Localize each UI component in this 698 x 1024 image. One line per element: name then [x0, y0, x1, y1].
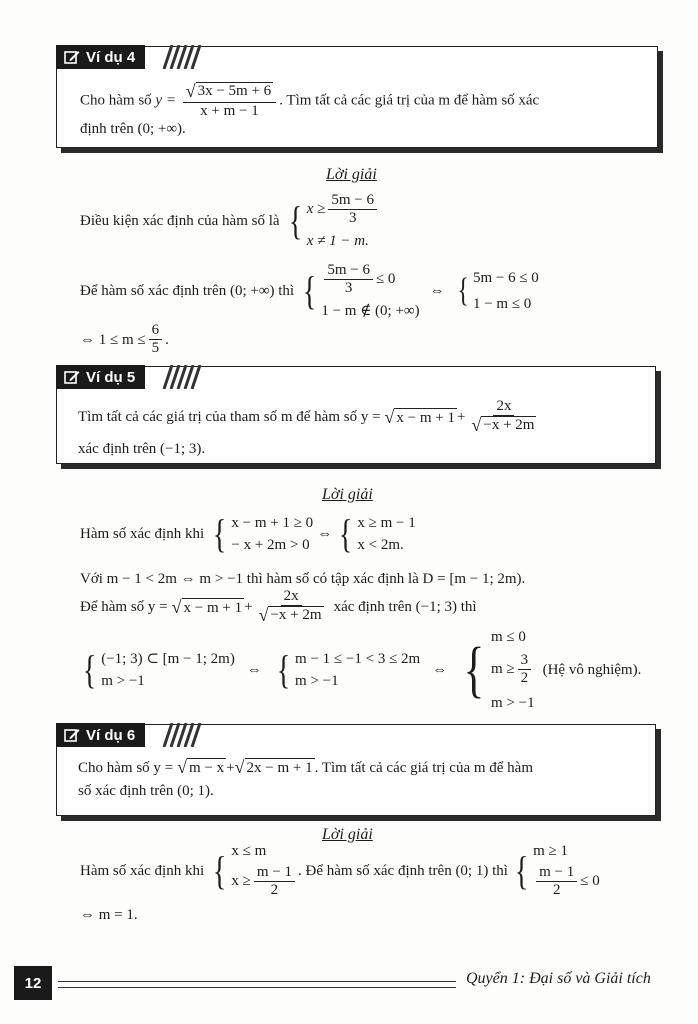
ex6-step2: ⇔ m = 1. [80, 907, 138, 923]
example-6-problem: Cho hàm số y = √ m − x + √ 2x − m + 1 . Tìm tất cả các giá trị của m để hàm [78, 757, 534, 777]
example-6-label: Ví dụ 6 [86, 726, 136, 744]
tag-stripes [160, 365, 202, 389]
ex5-step1: Hàm số xác định khi { x − m + 1 ≥ 0 − x + 2m > 0 ⇔ { x ≥ m − 1 x < 2m. [80, 511, 416, 556]
example-4-tag [56, 45, 145, 69]
ex5-step3: Để hàm số y = √ x − m + 1 + 2x √ −x + 2m xác định trên (−1; 3) thì [80, 588, 477, 626]
ex4-step3: ⇔ 1 ≤ m ≤ $\frac{6}{5}$ . [80, 322, 169, 357]
example-5-problem-line2: xác định trên (−1; 3). [78, 441, 206, 457]
ex6-step1: Hàm số xác định khi { x ≤ m x ≥ $\frac{m - 1}{2}$ . Để hàm số xác định trên (0; 1) thì { m ≥ 1 $\frac{m - 1}{2}$ ≤ 0 [80, 843, 600, 899]
example-5-problem: Tìm tất cả các giá trị của tham số m để hàm số y = √ x − m + 1 + 2x √ −x + 2m [78, 398, 535, 436]
tag-stripes [160, 723, 202, 747]
edit-icon [64, 49, 80, 65]
tag-stripes [160, 45, 202, 69]
solution-heading: Lời giải [326, 166, 377, 183]
example-6-problem-line2: số xác định trên (0; 1). [78, 783, 214, 799]
edit-icon [64, 369, 80, 385]
ex4-step1: Điều kiện xác định của hàm số là { x ≥ $\frac{5m - 6}{3}$ x ≠ 1 − m. [80, 192, 380, 250]
edit-icon [64, 727, 80, 743]
book-title: Quyển 1: Đại số và Giải tích [466, 970, 651, 987]
page-number: 12 [14, 966, 52, 1000]
ex4-step2: Để hàm số xác định trên (0; +∞) thì { $\frac{5m - 6}{3}$ ≤ 0 1 − m ∉ (0; +∞) ⇔ { 5m − 6 ≤ 0 1 − m ≤ 0 [80, 262, 539, 319]
example-5-label: Ví dụ 5 [86, 368, 136, 386]
ex5-step4: { (−1; 3) ⊂ [m − 1; 2m) m > −1 ⇔ { m − 1 ≤ −1 < 3 ≤ 2m m > −1 ⇔ { m ≤ 0 m ≥ $\frac{3}{2}$ m > −1 (Hệ vô nghiệm). [82, 629, 642, 711]
example-6-tag [56, 723, 145, 747]
example-4-problem: Cho hàm số y = √ 3x − 5m + 6 x + m − 1 . Tìm tất cả các giá trị của m để hàm số xác [80, 81, 540, 120]
example-4-problem-line2: định trên (0; +∞). [80, 121, 186, 137]
example-5-tag [56, 365, 145, 389]
solution-heading: Lời giải [322, 486, 373, 503]
solution-heading: Lời giải [322, 826, 373, 843]
footer-rule [58, 981, 456, 988]
example-4-label: Ví dụ 4 [86, 48, 136, 66]
ex5-step2: Với m − 1 < 2m ⇔ m > −1 thì hàm số có tập xác định là D = [m − 1; 2m). [80, 571, 526, 587]
